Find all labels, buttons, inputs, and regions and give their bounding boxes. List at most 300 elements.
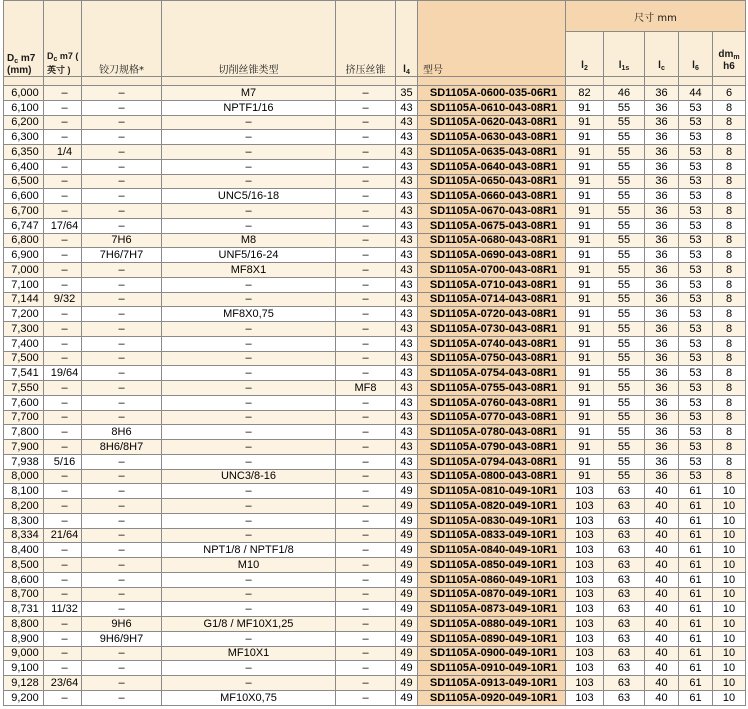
- cell-l4: 43: [396, 100, 418, 115]
- table-row: [4, 617, 746, 632]
- cell-dc-inch: 21/64: [44, 528, 82, 543]
- cell-cut-tap: –: [162, 454, 336, 469]
- cell-dmm: 8: [713, 145, 746, 160]
- cell-cut-tap: –: [162, 484, 336, 499]
- cell-cut-tap: M8: [162, 233, 336, 248]
- cell-reamer: –: [82, 410, 162, 425]
- cell-dmm: 10: [713, 572, 746, 587]
- cell-reamer: –: [82, 484, 162, 499]
- cell-dc-inch: –: [44, 351, 82, 366]
- cell-lc: 36: [645, 218, 679, 233]
- cell-l4: 43: [396, 469, 418, 484]
- cell-dc-inch: –: [44, 204, 82, 219]
- cell-dc-inch: –: [44, 631, 82, 646]
- cell-l6: 61: [679, 617, 713, 632]
- cell-model: SD1105A-0860-049-10R1: [418, 572, 566, 587]
- cell-l6: 61: [679, 499, 713, 514]
- cell-l4: 43: [396, 381, 418, 396]
- cell-cut-tap: –: [162, 351, 336, 366]
- cell-dc-mm: 8,500: [4, 558, 44, 573]
- cell-form-tap: –: [336, 307, 396, 322]
- cell-dc-mm: 8,100: [4, 484, 44, 499]
- cell-dc-inch: –: [44, 86, 82, 101]
- cell-model: SD1105A-0794-043-08R1: [418, 454, 566, 469]
- cell-dmm: 8: [713, 425, 746, 440]
- cell-dmm: 8: [713, 115, 746, 130]
- cell-l2: 103: [566, 690, 604, 705]
- cell-dc-mm: 7,300: [4, 322, 44, 337]
- cell-l2: 103: [566, 631, 604, 646]
- cell-lc: 40: [645, 661, 679, 676]
- cell-form-tap: MF8: [336, 381, 396, 396]
- cell-l6: 61: [679, 602, 713, 617]
- cell-model: SD1105A-0670-043-08R1: [418, 204, 566, 219]
- cell-dc-inch: –: [44, 159, 82, 174]
- table-row: [4, 602, 746, 617]
- cell-dc-mm: 8,600: [4, 572, 44, 587]
- cell-reamer: –: [82, 130, 162, 145]
- cell-form-tap: –: [336, 558, 396, 573]
- cell-l1s: 55: [604, 395, 645, 410]
- table-row: [4, 690, 746, 705]
- cell-form-tap: –: [336, 351, 396, 366]
- cell-form-tap: –: [336, 602, 396, 617]
- cell-l1s: 55: [604, 381, 645, 396]
- cell-l6: 53: [679, 454, 713, 469]
- cell-lc: 36: [645, 469, 679, 484]
- cell-l4: 43: [396, 248, 418, 263]
- cell-dc-inch: –: [44, 558, 82, 573]
- cell-reamer: –: [82, 351, 162, 366]
- table-row: [4, 484, 746, 499]
- header-lc: $l_c$: [645, 32, 679, 77]
- cell-dc-inch: –: [44, 233, 82, 248]
- cell-dc-mm: 6,300: [4, 130, 44, 145]
- cell-dc-mm: 7,700: [4, 410, 44, 425]
- cell-l1s: 63: [604, 646, 645, 661]
- cell-reamer: –: [82, 322, 162, 337]
- cell-l6: 53: [679, 159, 713, 174]
- table-row: [4, 292, 746, 307]
- cell-l6: 53: [679, 115, 713, 130]
- table-row: [4, 322, 746, 337]
- cell-dmm: 10: [713, 617, 746, 632]
- cell-lc: 36: [645, 410, 679, 425]
- table-row: [4, 145, 746, 160]
- cell-cut-tap: –: [162, 145, 336, 160]
- cell-dc-mm: 7,800: [4, 425, 44, 440]
- cell-cut-tap: –: [162, 631, 336, 646]
- cell-l1s: 55: [604, 145, 645, 160]
- cell-dc-mm: 7,600: [4, 395, 44, 410]
- cell-form-tap: –: [336, 159, 396, 174]
- cell-form-tap: –: [336, 513, 396, 528]
- cell-lc: 40: [645, 631, 679, 646]
- cell-dc-mm: 8,300: [4, 513, 44, 528]
- cell-l4: 43: [396, 454, 418, 469]
- cell-l1s: 55: [604, 263, 645, 278]
- table-row: [4, 631, 746, 646]
- cell-l4: 43: [396, 366, 418, 381]
- cell-form-tap: –: [336, 572, 396, 587]
- cell-model: SD1105A-0833-049-10R1: [418, 528, 566, 543]
- cell-dmm: 8: [713, 248, 746, 263]
- cell-l4: 35: [396, 86, 418, 101]
- cell-model: SD1105A-0840-049-10R1: [418, 543, 566, 558]
- cell-reamer: –: [82, 174, 162, 189]
- cell-model: SD1105A-0640-043-08R1: [418, 159, 566, 174]
- cell-dmm: 10: [713, 484, 746, 499]
- cell-dmm: 8: [713, 440, 746, 455]
- table-row: [4, 528, 746, 543]
- cell-reamer: –: [82, 292, 162, 307]
- cell-reamer: –: [82, 263, 162, 278]
- cell-l2: 91: [566, 100, 604, 115]
- cell-model: SD1105A-0900-049-10R1: [418, 646, 566, 661]
- cell-lc: 40: [645, 558, 679, 573]
- cell-form-tap: –: [336, 86, 396, 101]
- cell-l1s: 63: [604, 602, 645, 617]
- cell-l6: 53: [679, 263, 713, 278]
- cell-model: SD1105A-0600-035-06R1: [418, 86, 566, 101]
- cell-cut-tap: MF10X1: [162, 646, 336, 661]
- cell-dc-inch: –: [44, 513, 82, 528]
- table-row: [4, 189, 746, 204]
- cell-dmm: 8: [713, 218, 746, 233]
- cell-dc-mm: 8,900: [4, 631, 44, 646]
- cell-dmm: 8: [713, 233, 746, 248]
- cell-model: SD1105A-0754-043-08R1: [418, 366, 566, 381]
- table-row: [4, 454, 746, 469]
- cell-lc: 40: [645, 499, 679, 514]
- cell-l4: 43: [396, 263, 418, 278]
- cell-lc: 40: [645, 543, 679, 558]
- cell-dmm: 10: [713, 690, 746, 705]
- cell-dc-inch: –: [44, 100, 82, 115]
- cell-lc: 40: [645, 587, 679, 602]
- cell-dmm: 8: [713, 277, 746, 292]
- cell-lc: 40: [645, 690, 679, 705]
- cell-l2: 91: [566, 366, 604, 381]
- cell-form-tap: –: [336, 528, 396, 543]
- cell-l1s: 63: [604, 676, 645, 691]
- cell-l1s: 63: [604, 484, 645, 499]
- cell-l6: 61: [679, 513, 713, 528]
- cell-cut-tap: –: [162, 277, 336, 292]
- cell-lc: 40: [645, 646, 679, 661]
- cell-l2: 103: [566, 572, 604, 587]
- table-row: [4, 159, 746, 174]
- cell-cut-tap: UNF5/16-24: [162, 248, 336, 263]
- cell-reamer: 8H6/8H7: [82, 440, 162, 455]
- cell-lc: 40: [645, 484, 679, 499]
- cell-l6: 53: [679, 440, 713, 455]
- cell-l4: 49: [396, 499, 418, 514]
- cell-reamer: –: [82, 676, 162, 691]
- cell-dmm: 6: [713, 86, 746, 101]
- cell-l1s: 55: [604, 204, 645, 219]
- cell-dmm: 8: [713, 322, 746, 337]
- cell-l2: 91: [566, 204, 604, 219]
- table-row: [4, 676, 746, 691]
- cell-l2: 91: [566, 410, 604, 425]
- cell-cut-tap: –: [162, 528, 336, 543]
- cell-dmm: 10: [713, 676, 746, 691]
- table-row: [4, 218, 746, 233]
- cell-form-tap: –: [336, 484, 396, 499]
- cell-l1s: 55: [604, 454, 645, 469]
- cell-dc-inch: –: [44, 410, 82, 425]
- cell-dc-inch: –: [44, 661, 82, 676]
- cell-reamer: –: [82, 277, 162, 292]
- cell-l1s: 55: [604, 366, 645, 381]
- cell-reamer: –: [82, 587, 162, 602]
- cell-l2: 103: [566, 646, 604, 661]
- cell-dmm: 10: [713, 661, 746, 676]
- cell-dc-inch: 1/4: [44, 145, 82, 160]
- cell-l4: 43: [396, 218, 418, 233]
- cell-l2: 91: [566, 115, 604, 130]
- cell-dmm: 10: [713, 558, 746, 573]
- cell-lc: 36: [645, 440, 679, 455]
- cell-l4: 43: [396, 410, 418, 425]
- cell-l1s: 63: [604, 572, 645, 587]
- cell-l6: 53: [679, 174, 713, 189]
- table-row: [4, 233, 746, 248]
- cell-lc: 36: [645, 292, 679, 307]
- cell-model: SD1105A-0710-043-08R1: [418, 277, 566, 292]
- cell-lc: 36: [645, 159, 679, 174]
- cell-l6: 53: [679, 351, 713, 366]
- cell-reamer: –: [82, 336, 162, 351]
- cell-model: SD1105A-0660-043-08R1: [418, 189, 566, 204]
- table-body: [4, 86, 746, 706]
- cell-reamer: –: [82, 218, 162, 233]
- cell-dc-mm: 9,000: [4, 646, 44, 661]
- cell-l1s: 63: [604, 543, 645, 558]
- cell-reamer: –: [82, 366, 162, 381]
- cell-dc-mm: 8,334: [4, 528, 44, 543]
- cell-dmm: 10: [713, 543, 746, 558]
- table-header: [4, 1, 746, 86]
- table-row: [4, 661, 746, 676]
- cell-dmm: 8: [713, 189, 746, 204]
- cell-dc-mm: 7,541: [4, 366, 44, 381]
- cell-model: SD1105A-0920-049-10R1: [418, 690, 566, 705]
- cell-l4: 49: [396, 558, 418, 573]
- cell-l6: 53: [679, 218, 713, 233]
- cell-reamer: –: [82, 159, 162, 174]
- cell-l1s: 63: [604, 558, 645, 573]
- cell-lc: 36: [645, 454, 679, 469]
- cell-model: SD1105A-0780-043-08R1: [418, 425, 566, 440]
- header-form-tap: 挤压丝锥: [336, 1, 396, 77]
- cell-lc: 36: [645, 277, 679, 292]
- cell-l4: 43: [396, 159, 418, 174]
- cell-l2: 103: [566, 558, 604, 573]
- cell-l4: 49: [396, 484, 418, 499]
- cell-l4: 49: [396, 690, 418, 705]
- cell-cut-tap: MF10X0,75: [162, 690, 336, 705]
- table-row: [4, 469, 746, 484]
- cell-model: SD1105A-0700-043-08R1: [418, 263, 566, 278]
- cell-lc: 36: [645, 130, 679, 145]
- cell-l2: 103: [566, 661, 604, 676]
- cell-lc: 36: [645, 204, 679, 219]
- cell-l4: 43: [396, 174, 418, 189]
- cell-l1s: 55: [604, 307, 645, 322]
- cell-form-tap: –: [336, 263, 396, 278]
- cell-model: SD1105A-0620-043-08R1: [418, 115, 566, 130]
- cell-cut-tap: G1/8 / MF10X1,25: [162, 617, 336, 632]
- cell-dc-inch: –: [44, 572, 82, 587]
- header-l6: $l_6$: [679, 32, 713, 77]
- cell-l1s: 63: [604, 499, 645, 514]
- cell-l2: 91: [566, 292, 604, 307]
- header-dc-inch: $D_c$ m7 ( 英寸 ): [44, 1, 82, 77]
- cell-lc: 40: [645, 676, 679, 691]
- cell-dmm: 8: [713, 159, 746, 174]
- cell-dmm: 10: [713, 646, 746, 661]
- cell-form-tap: –: [336, 631, 396, 646]
- table-row: [4, 410, 746, 425]
- header-l2: $l_2$: [566, 32, 604, 77]
- cell-dc-mm: 7,550: [4, 381, 44, 396]
- cell-l6: 53: [679, 100, 713, 115]
- cell-model: SD1105A-0913-049-10R1: [418, 676, 566, 691]
- table-row: [4, 130, 746, 145]
- cell-cut-tap: –: [162, 661, 336, 676]
- cell-model: SD1105A-0630-043-08R1: [418, 130, 566, 145]
- cell-l6: 61: [679, 543, 713, 558]
- table-row: [4, 543, 746, 558]
- cell-l2: 91: [566, 277, 604, 292]
- cell-lc: 36: [645, 307, 679, 322]
- cell-l2: 91: [566, 218, 604, 233]
- cell-reamer: 9H6: [82, 617, 162, 632]
- cell-dc-inch: 5/16: [44, 454, 82, 469]
- cell-lc: 40: [645, 572, 679, 587]
- cell-l2: 91: [566, 248, 604, 263]
- cell-reamer: –: [82, 499, 162, 514]
- cell-l1s: 55: [604, 100, 645, 115]
- cell-lc: 36: [645, 366, 679, 381]
- cell-cut-tap: –: [162, 425, 336, 440]
- cell-dc-mm: 7,144: [4, 292, 44, 307]
- cell-dc-mm: 9,200: [4, 690, 44, 705]
- cell-form-tap: –: [336, 115, 396, 130]
- table-row: [4, 174, 746, 189]
- cell-reamer: –: [82, 307, 162, 322]
- cell-dc-inch: 17/64: [44, 218, 82, 233]
- cell-l1s: 63: [604, 513, 645, 528]
- cell-dc-inch: –: [44, 189, 82, 204]
- cell-l1s: 55: [604, 159, 645, 174]
- cell-l6: 53: [679, 469, 713, 484]
- cell-lc: 40: [645, 528, 679, 543]
- cell-dc-inch: –: [44, 484, 82, 499]
- cell-l1s: 55: [604, 115, 645, 130]
- cell-lc: 36: [645, 248, 679, 263]
- cell-l6: 61: [679, 631, 713, 646]
- cell-form-tap: –: [336, 248, 396, 263]
- cell-dc-inch: –: [44, 263, 82, 278]
- cell-model: SD1105A-0890-049-10R1: [418, 631, 566, 646]
- cell-dc-inch: –: [44, 469, 82, 484]
- cell-dc-mm: 6,600: [4, 189, 44, 204]
- cell-dmm: 8: [713, 381, 746, 396]
- cell-l1s: 55: [604, 248, 645, 263]
- cell-dc-inch: –: [44, 440, 82, 455]
- cell-cut-tap: MF8X1: [162, 263, 336, 278]
- table-row: [4, 381, 746, 396]
- cell-model: SD1105A-0790-043-08R1: [418, 440, 566, 455]
- cell-form-tap: –: [336, 130, 396, 145]
- table-row: [4, 395, 746, 410]
- cell-l4: 49: [396, 646, 418, 661]
- cell-l6: 53: [679, 233, 713, 248]
- cell-dc-mm: 7,500: [4, 351, 44, 366]
- cell-l6: 53: [679, 336, 713, 351]
- cell-l4: 43: [396, 395, 418, 410]
- cell-dc-mm: 6,400: [4, 159, 44, 174]
- cell-l6: 61: [679, 661, 713, 676]
- cell-l1s: 55: [604, 277, 645, 292]
- cell-cut-tap: –: [162, 602, 336, 617]
- cell-l4: 43: [396, 189, 418, 204]
- cell-dc-mm: 7,938: [4, 454, 44, 469]
- cell-model: SD1105A-0690-043-08R1: [418, 248, 566, 263]
- cell-form-tap: –: [336, 366, 396, 381]
- cell-dmm: 10: [713, 602, 746, 617]
- cell-form-tap: –: [336, 292, 396, 307]
- table-row: [4, 307, 746, 322]
- cell-dmm: 8: [713, 469, 746, 484]
- cell-dmm: 10: [713, 513, 746, 528]
- header-cut-tap: 切削丝锥类型: [162, 1, 336, 77]
- cell-l2: 103: [566, 602, 604, 617]
- cell-l4: 49: [396, 587, 418, 602]
- cell-cut-tap: –: [162, 440, 336, 455]
- cell-dc-inch: –: [44, 587, 82, 602]
- cell-lc: 36: [645, 395, 679, 410]
- cell-dc-inch: 11/32: [44, 602, 82, 617]
- cell-l2: 91: [566, 307, 604, 322]
- cell-l4: 43: [396, 233, 418, 248]
- cell-model: SD1105A-0755-043-08R1: [418, 381, 566, 396]
- cell-dc-mm: 6,200: [4, 115, 44, 130]
- cell-model: SD1105A-0635-043-08R1: [418, 145, 566, 160]
- cell-l2: 103: [566, 617, 604, 632]
- cell-l4: 49: [396, 572, 418, 587]
- cell-l2: 91: [566, 263, 604, 278]
- cell-dc-mm: 7,100: [4, 277, 44, 292]
- cell-dmm: 8: [713, 351, 746, 366]
- cell-l1s: 55: [604, 410, 645, 425]
- cell-dmm: 8: [713, 395, 746, 410]
- cell-lc: 40: [645, 617, 679, 632]
- cell-l6: 53: [679, 292, 713, 307]
- cell-dc-mm: 8,731: [4, 602, 44, 617]
- cell-reamer: –: [82, 454, 162, 469]
- table-row: [4, 587, 746, 602]
- cell-model: SD1105A-0760-043-08R1: [418, 395, 566, 410]
- cell-reamer: –: [82, 661, 162, 676]
- drill-spec-table: [3, 0, 746, 706]
- cell-lc: 36: [645, 189, 679, 204]
- cell-l1s: 55: [604, 174, 645, 189]
- cell-reamer: –: [82, 204, 162, 219]
